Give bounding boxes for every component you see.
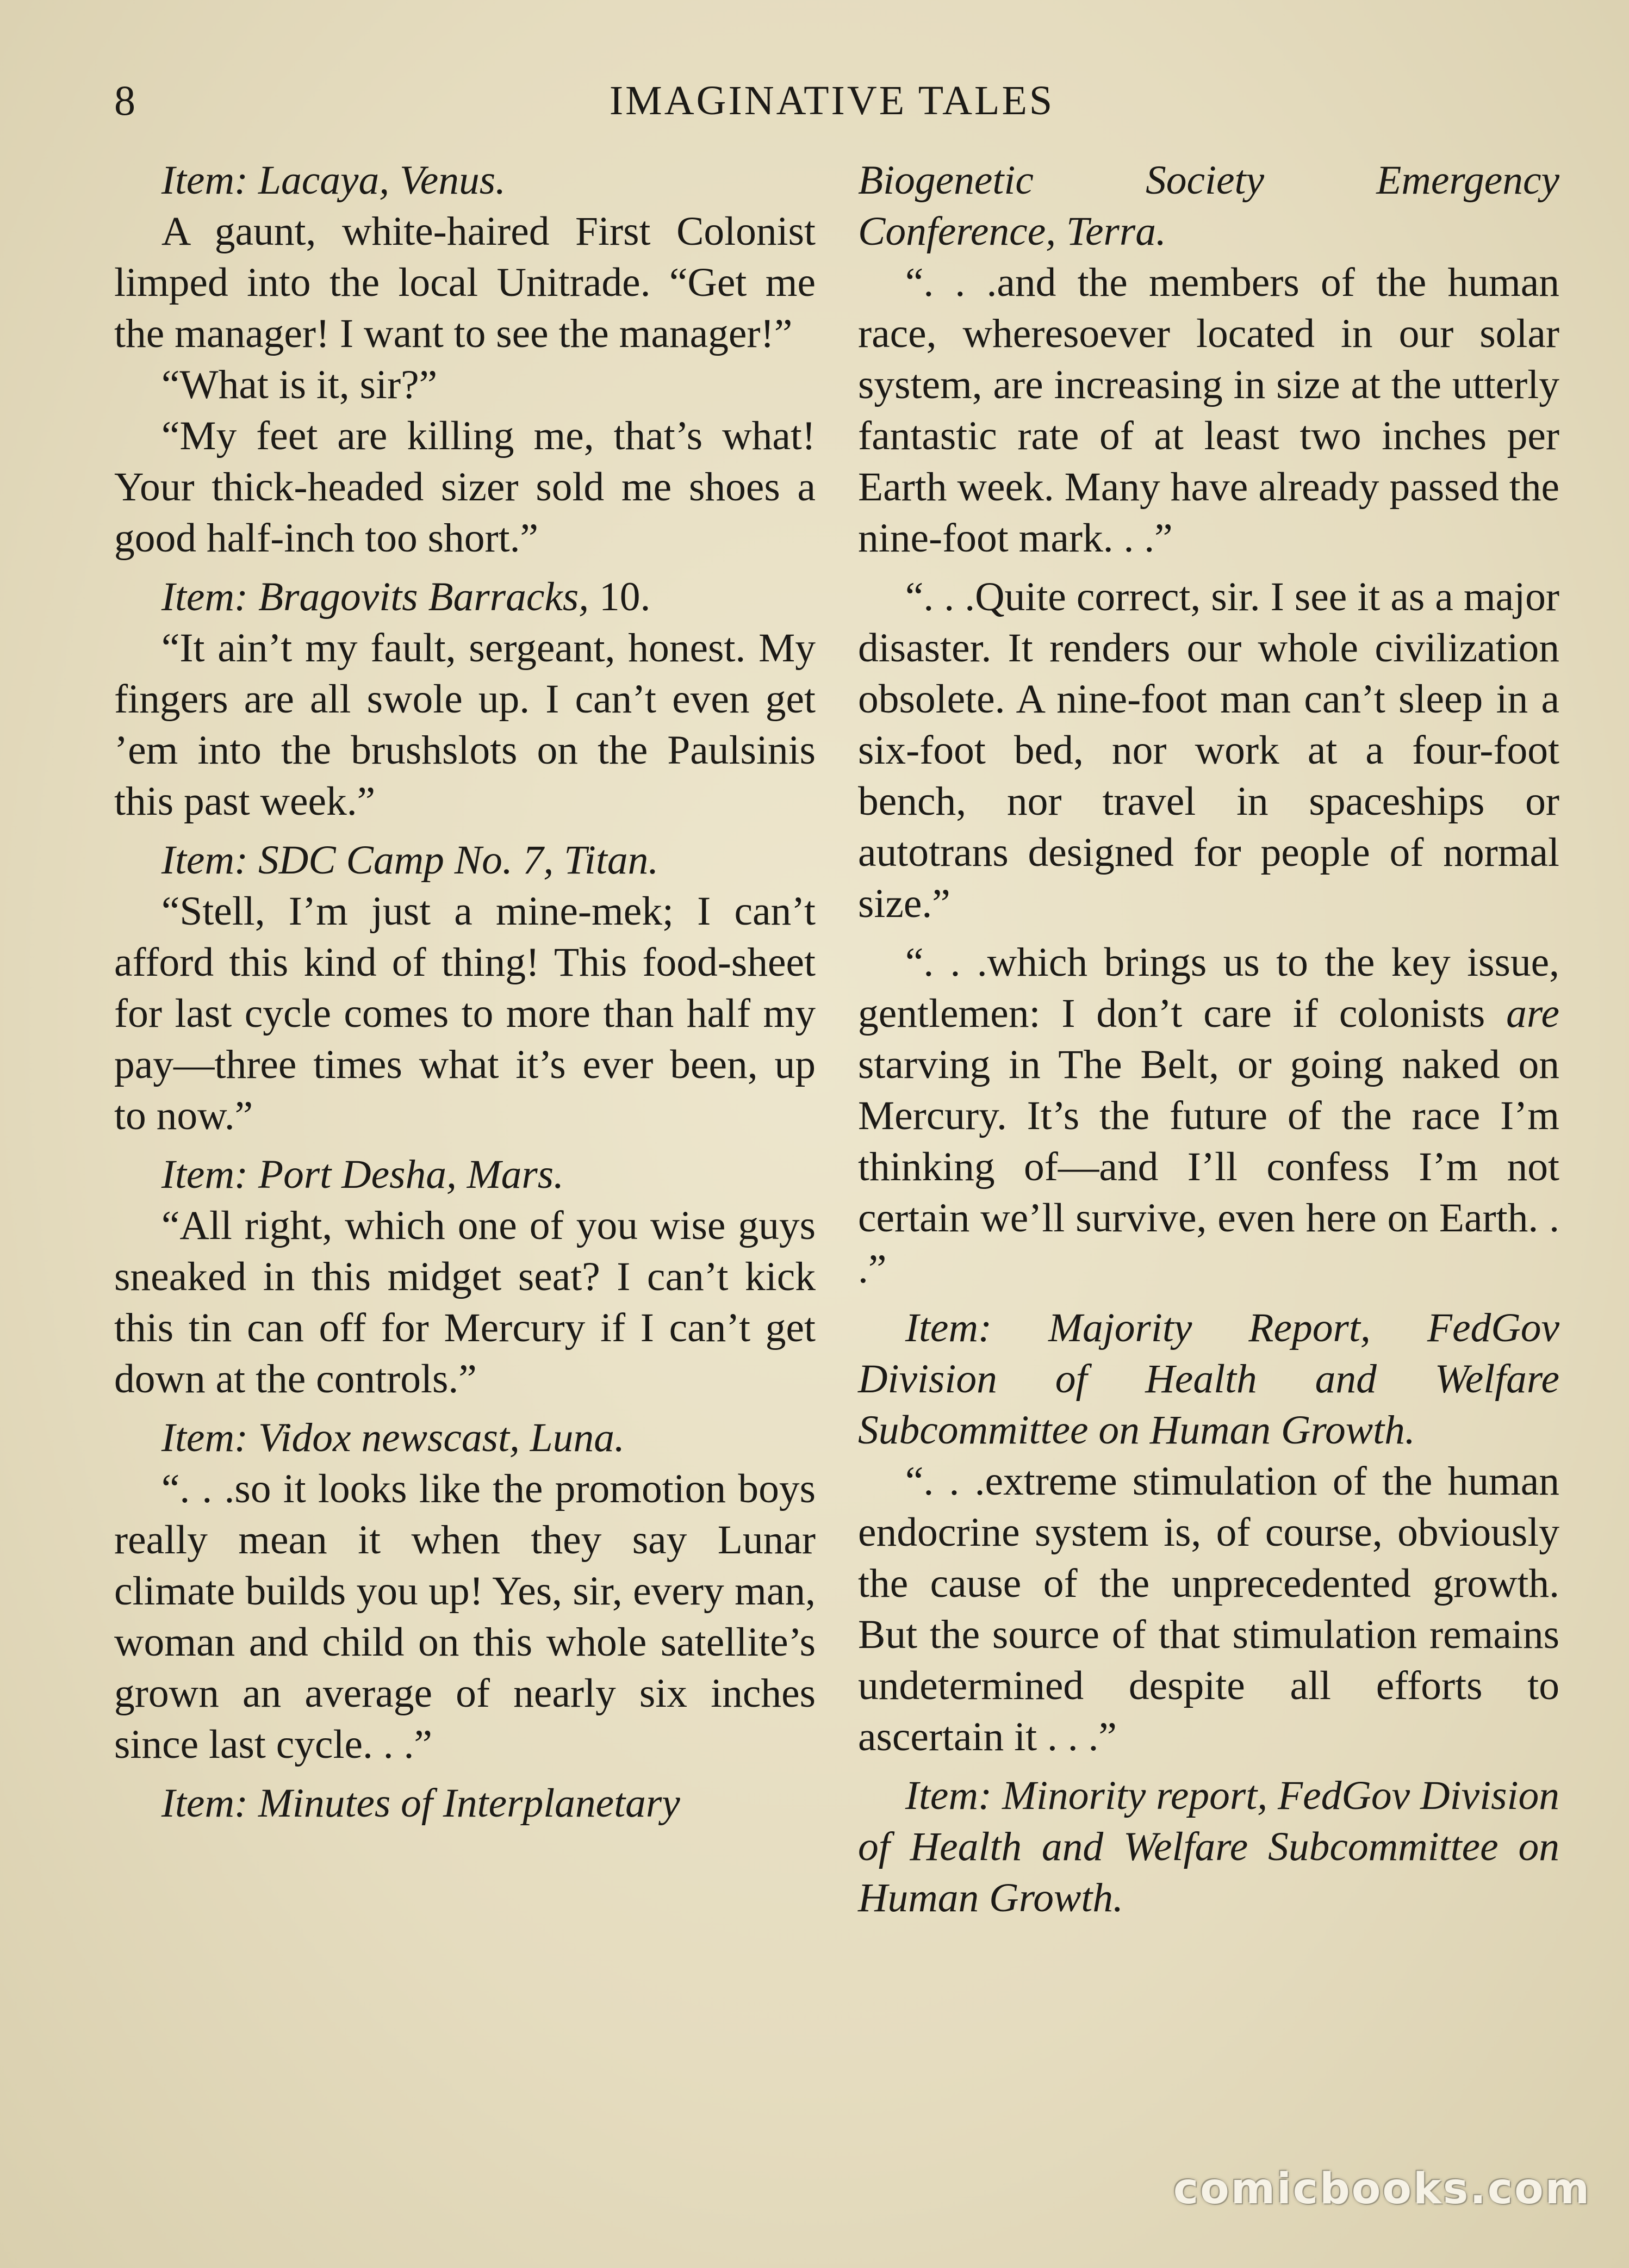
paragraph: “. . .Quite correct, sir. I see it as a major disaster. It renders our whole civilization obsolete. A nine-foot man can’t sleep in a six-foot bed, nor work at a four-foot bench, nor travel in spaceships or autotrans designed for people of normal size.” bbox=[858, 574, 1559, 926]
item-heading bbox=[114, 1778, 816, 1829]
item-source: SDC Camp No. 7, Titan. bbox=[248, 838, 659, 883]
item-label: Item: bbox=[161, 1781, 248, 1826]
item-label: Item: bbox=[905, 1305, 992, 1350]
paragraph: “. . .so it looks like the promotion boys really mean it when they say Lunar climate builds you up! Yes, sir, every man, woman and child on this whole satellite’s grown an average of nearly six inches since last cycle. . .” bbox=[114, 1466, 816, 1767]
paragraph: “. . .extreme stimulation of the human endocrine system is, of course, obviously the cause of the unprecedented growth. But the source of that stimulation remains undetermined despite all efforts to ascertain it . . .” bbox=[858, 1459, 1559, 1759]
right-column bbox=[858, 155, 1559, 1924]
paragraph-text: “. . .which brings us to the key issue, gentlemen: I don’t care if colonists bbox=[858, 940, 1559, 1036]
watermark: comicbooks.com bbox=[1173, 2165, 1591, 2214]
item-label: Item: bbox=[161, 1152, 248, 1197]
left-column bbox=[114, 155, 816, 1829]
item-number: 10. bbox=[599, 574, 651, 619]
item-heading-continued: Biogenetic Society Emergency Conference, Terra. bbox=[858, 158, 1559, 254]
item-source: Bragovits Barracks, bbox=[248, 574, 599, 619]
paragraph: A gaunt, white-haired First Colonist limped into the local Unitrade. “Get me the manager! I want to see the manager!” bbox=[114, 209, 816, 356]
item-heading bbox=[114, 1149, 816, 1200]
item-label: Item: bbox=[161, 838, 248, 883]
item-heading bbox=[858, 1303, 1559, 1456]
item-source: Port Desha, Mars. bbox=[248, 1152, 564, 1197]
item-heading bbox=[858, 1770, 1559, 1924]
item-heading bbox=[114, 572, 816, 623]
paragraph-text: starving in The Belt, or going naked on Mercury. It’s the future of the race I’m thinking of—and I’ll confess I’m not certain we’ll survive, even here on Earth. . .” bbox=[858, 1042, 1559, 1292]
paragraph: “Stell, I’m just a mine-mek; I can’t afford this kind of thing! This food-sheet for last cycle comes to more than half my pay—three times what it’s ever been, up to now.” bbox=[114, 889, 816, 1138]
item-heading bbox=[114, 155, 816, 206]
item-heading bbox=[114, 835, 816, 886]
page-header bbox=[114, 71, 1550, 131]
paragraph: “. . .and the members of the human race, wheresoever located in our solar system, are increasing in size at the utterly fantastic rate of at least two inches per Earth week. Many have already passed the nine-foot mark. . .” bbox=[858, 260, 1559, 561]
page-number: 8 bbox=[114, 77, 135, 124]
paragraph bbox=[858, 937, 1559, 1295]
item-heading bbox=[114, 1412, 816, 1464]
item-source: Lacaya, Venus. bbox=[248, 158, 506, 203]
running-title: IMAGINATIVE TALES bbox=[609, 78, 1055, 123]
item-label: Item: bbox=[161, 574, 248, 619]
item-source: Vidox newscast, Luna. bbox=[248, 1415, 625, 1460]
item-source: Minority report, FedGov Division of Health and Welfare Subcommittee on Human Growth. bbox=[858, 1773, 1559, 1920]
paragraph: “It ain’t my fault, sergeant, honest. My fingers are all swole up. I can’t even get ’em into the brushslots on the Paulsinis this past week.” bbox=[114, 625, 816, 824]
item-label: Item: bbox=[905, 1773, 992, 1818]
emphasis: are bbox=[1506, 991, 1559, 1036]
item-source: Minutes of Interplanetary bbox=[248, 1781, 680, 1826]
paragraph: “My feet are killing me, that’s what! Your thick-headed sizer sold me shoes a good half-inch too short.” bbox=[114, 413, 816, 561]
paragraph: “All right, which one of you wise guys sneaked in this midget seat? I can’t kick this tin can off for Mercury if I can’t get down at the controls.” bbox=[114, 1203, 816, 1402]
item-label: Item: bbox=[161, 158, 248, 203]
item-source: Majority Report, FedGov Division of Health and Welfare Subcommittee on Human Growth. bbox=[858, 1305, 1559, 1453]
paragraph: “What is it, sir?” bbox=[161, 362, 438, 407]
item-label: Item: bbox=[161, 1415, 248, 1460]
